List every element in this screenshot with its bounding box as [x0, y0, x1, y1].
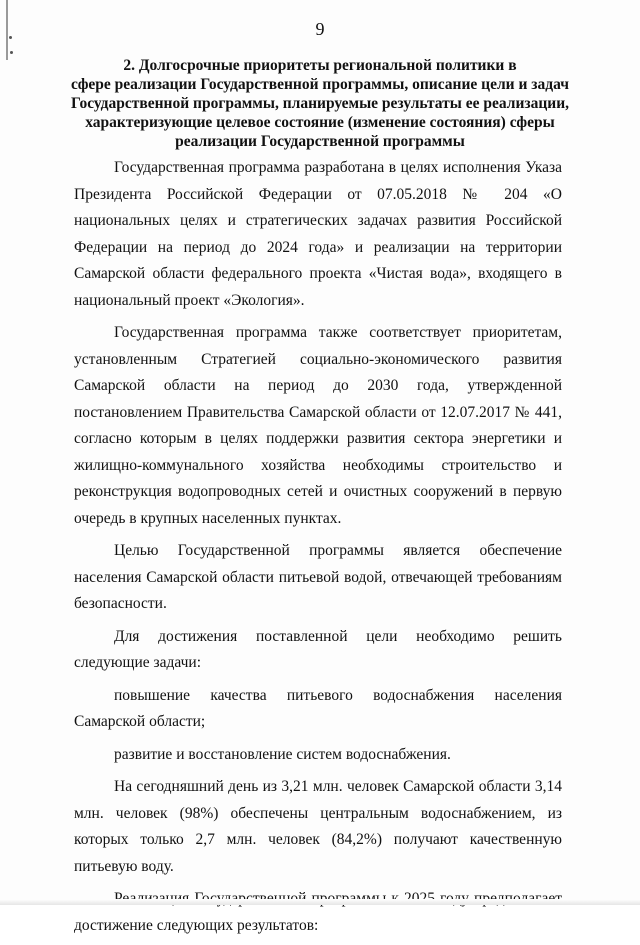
section-heading [70, 56, 570, 151]
page-bottom-edge [0, 899, 640, 905]
paragraph-task-1: повышение качества питьевого водоснабжения населения Самарской области; [74, 686, 562, 730]
heading-line: характеризующие целевое состояние (изменение состояния) сферы [85, 114, 555, 131]
paragraph-results-intro: достижение следующих результатов: [74, 916, 319, 934]
heading-line: сфере реализации Государственной программы, описание цели и задач [71, 76, 569, 93]
body-text [74, 155, 562, 945]
heading-line: 2. Долгосрочные приоритеты региональной политики в [123, 57, 517, 74]
paragraph-statistics: На сегодняшний день из 3,21 млн. человек Самарской области 3,14 млн. человек (98%) обеспечены центральным водоснабжением, из которых только 2,7 млн. человек (84,2%) получают качественную питьевую воду. [74, 778, 562, 875]
paragraph-strategy: Государственная программа также соответствует приоритетам, установленным Стратегией социально-экономического развития Самарской области на период до 2030 года, утвержденной постановлением Правительства Самарской области от 12.07.2017 № 441, согласно которым в целях поддержки развития сектора энергетики и жилищно-коммунального хозяйства необходимы строительство и реконструкция водопроводных сетей и очистных сооружений в первую очередь в крупных населенных пунктах. [74, 324, 562, 527]
paragraph-decree: Государственная программа разработана в целях исполнения Указа Президента Российской Федерации от 07.05.2018 № 204 «О национальных целях и стратегических задачах развития Российской Федерации на период до 2024 года» и реализации на территории Самарской области федерального проекта «Чистая вода», входящего в национальный проект «Экология». [74, 159, 562, 309]
paragraph-tasks-intro: Для достижения поставленной цели необходимо решить следующие задачи: [74, 627, 562, 671]
heading-line: реализации Государственной программы [175, 133, 465, 150]
scan-speck [10, 51, 13, 54]
heading-line: Государственной программы, планируемые результаты ее реализации, [70, 95, 570, 112]
paragraph-task-2: развитие и восстановление систем водоснабжения. [114, 745, 451, 763]
page-number: 9 [315, 19, 325, 39]
paragraph-goal: Целью Государственной программы является обеспечение населения Самарской области питьевой водой, отвечающей требованиям безопасности. [74, 542, 562, 612]
